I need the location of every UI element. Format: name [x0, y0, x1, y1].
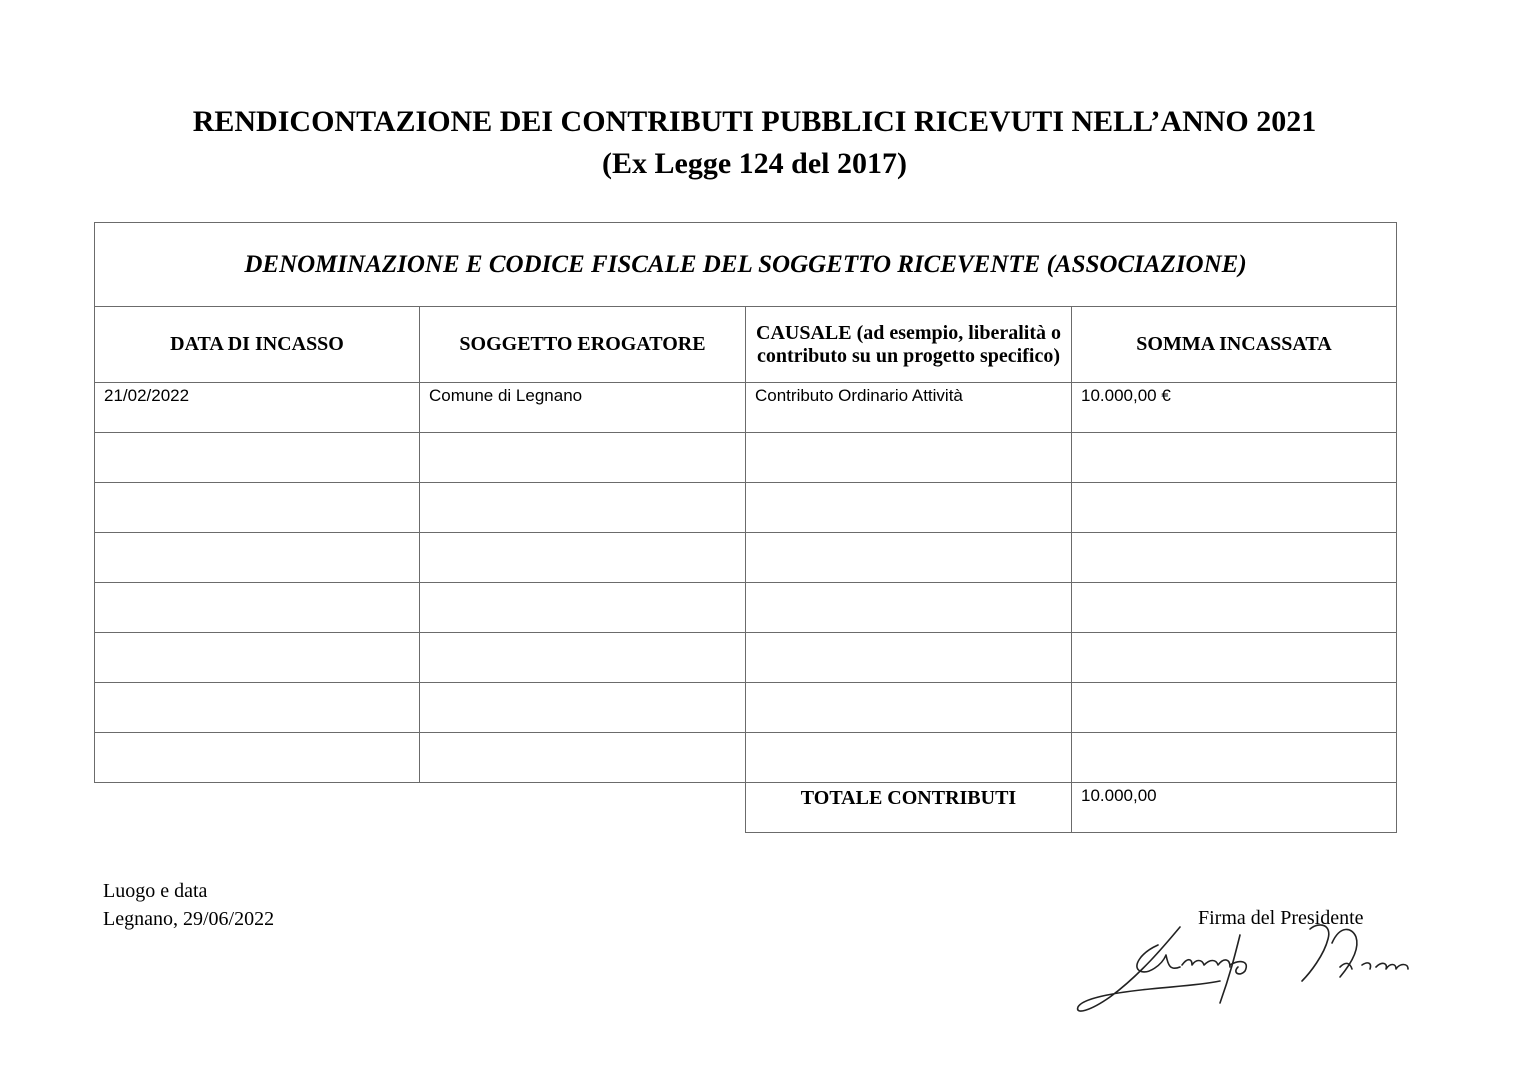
table-row: [95, 483, 1397, 533]
place-date-value: Legnano, 29/06/2022: [103, 908, 275, 930]
table-row: [95, 683, 1397, 733]
cell-text: [420, 583, 745, 586]
cell-text: [95, 533, 419, 536]
recipient-header: DENOMINAZIONE E CODICE FISCALE DEL SOGGETTO RICEVENTE (ASSOCIAZIONE): [95, 223, 1397, 307]
cell-reason: [746, 383, 1072, 433]
table-row: [95, 633, 1397, 683]
cell-text: [746, 633, 1071, 636]
cell-text: [746, 683, 1071, 686]
cell-text: [746, 583, 1071, 586]
cell-provider: [420, 433, 746, 483]
cell-amount: [1072, 583, 1397, 633]
total-value: 10.000,00: [1081, 786, 1157, 805]
cell-text: [95, 583, 419, 586]
column-header-amount: SOMMA INCASSATA: [1072, 307, 1397, 383]
cell-text: 21/02/2022: [104, 386, 190, 405]
cell-text: 10.000,00 €: [1081, 386, 1171, 405]
column-header-reason: CAUSALE (ad esempio, liberalità o contributo su un progetto specifico): [746, 307, 1072, 383]
document-title: RENDICONTAZIONE DEI CONTRIBUTI PUBBLICI RICEVUTI NELL’ANNO 2021: [192, 105, 1317, 138]
cell-text: [420, 533, 745, 536]
cell-text: [1072, 433, 1396, 436]
table-row: [95, 733, 1397, 783]
cell-reason: [746, 683, 1072, 733]
cell-provider: [420, 633, 746, 683]
table-row: [95, 433, 1397, 483]
cell-provider: [420, 683, 746, 733]
cell-provider: [420, 383, 746, 433]
table-row: [95, 583, 1397, 633]
contributions-table: [94, 222, 1397, 833]
cell-reason: [746, 433, 1072, 483]
total-value-cell: [1072, 783, 1397, 833]
cell-text: [746, 533, 1071, 536]
place-date-label: Luogo e data: [103, 880, 208, 902]
table-row: [95, 533, 1397, 583]
cell-text: [420, 733, 745, 736]
cell-text: [1072, 533, 1396, 536]
cell-text: [1072, 583, 1396, 586]
cell-text: [420, 633, 745, 636]
blank-cell: [420, 783, 746, 833]
cell-amount: [1072, 483, 1397, 533]
total-label: TOTALE CONTRIBUTI: [746, 783, 1072, 833]
column-header-date: DATA DI INCASSO: [95, 307, 420, 383]
cell-text: [95, 683, 419, 686]
cell-reason: [746, 733, 1072, 783]
total-row: [95, 783, 1397, 833]
cell-amount: [1072, 383, 1397, 433]
cell-text: [95, 633, 419, 636]
cell-reason: [746, 633, 1072, 683]
cell-text: [1072, 633, 1396, 636]
cell-date: [95, 483, 420, 533]
cell-text: [95, 733, 419, 736]
cell-date: [95, 733, 420, 783]
signature-label: Firma del Presidente: [1198, 907, 1364, 929]
table-row: [95, 383, 1397, 433]
cell-amount: [1072, 683, 1397, 733]
cell-text: [1072, 733, 1396, 736]
cell-text: [746, 483, 1071, 486]
cell-date: [95, 583, 420, 633]
cell-reason: [746, 583, 1072, 633]
cell-amount: [1072, 733, 1397, 783]
cell-text: [95, 483, 419, 486]
cell-text: Comune di Legnano: [429, 386, 583, 405]
cell-provider: [420, 533, 746, 583]
cell-text: [1072, 483, 1396, 486]
cell-reason: [746, 483, 1072, 533]
cell-amount: [1072, 633, 1397, 683]
cell-date: [95, 633, 420, 683]
column-header-provider: SOGGETTO EROGATORE: [420, 307, 746, 383]
cell-text: [746, 433, 1071, 436]
cell-text: [420, 483, 745, 486]
cell-provider: [420, 483, 746, 533]
handwritten-signature-icon: [1070, 915, 1420, 1025]
cell-reason: [746, 533, 1072, 583]
cell-text: Contributo Ordinario Attività: [755, 386, 963, 405]
cell-amount: [1072, 433, 1397, 483]
blank-cell: [95, 783, 420, 833]
cell-text: [420, 433, 745, 436]
cell-date: [95, 383, 420, 433]
cell-date: [95, 533, 420, 583]
cell-provider: [420, 733, 746, 783]
cell-text: [746, 733, 1071, 736]
cell-text: [95, 433, 419, 436]
document-subtitle: (Ex Legge 124 del 2017): [602, 147, 907, 180]
cell-date: [95, 683, 420, 733]
cell-text: [1072, 683, 1396, 686]
cell-date: [95, 433, 420, 483]
cell-amount: [1072, 533, 1397, 583]
cell-text: [420, 683, 745, 686]
cell-provider: [420, 583, 746, 633]
